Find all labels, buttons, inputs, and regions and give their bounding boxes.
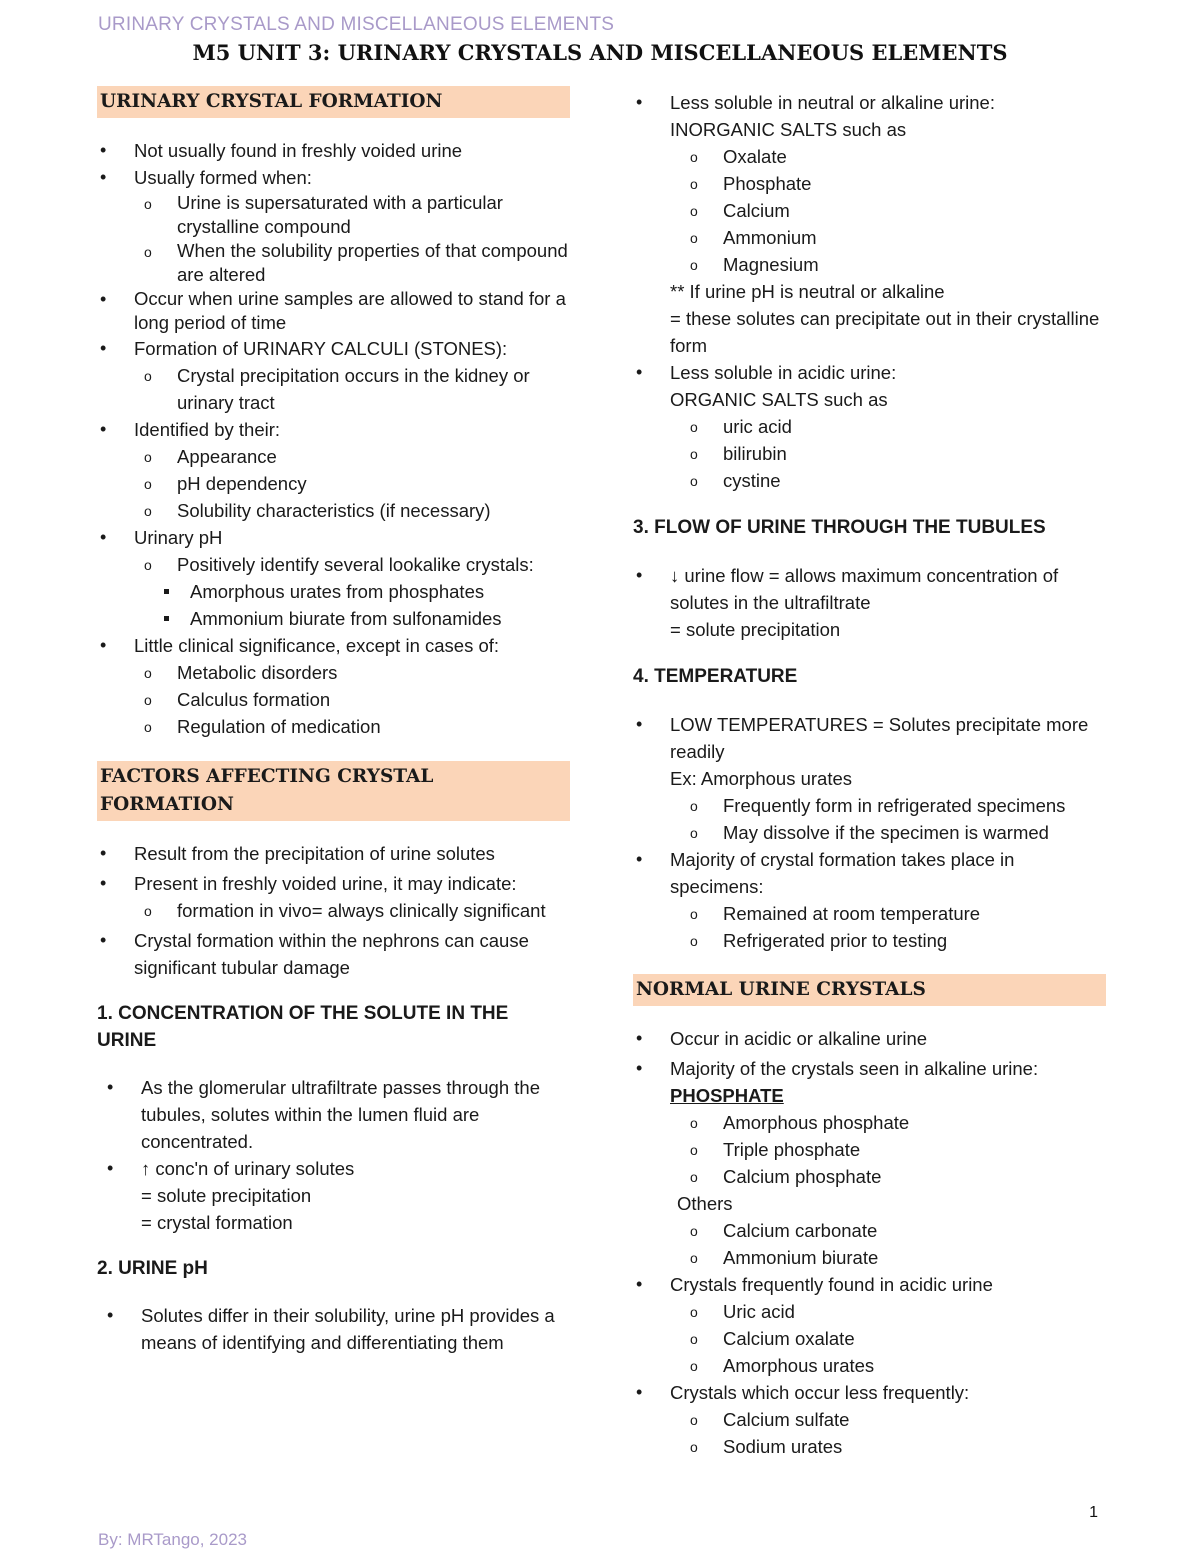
list-item: • Usually formed when: o Urine is supersaturated with a particular crystalline compound o When the solubility properties of that compound are altered [97, 164, 570, 287]
list-subitem: o Calcium oxalate [680, 1325, 1106, 1352]
list-subitem: o Phosphate [680, 170, 1106, 197]
list-subitem: o Magnesium [680, 251, 1106, 278]
list-subitem: o pH dependency [134, 470, 570, 497]
footer-credit: By: MRTango, 2023 [98, 1530, 247, 1549]
list-subsubitem: Ammonium biurate from sulfonamides [134, 605, 570, 632]
list-item: • Urinary pH o Positively identify several lookalike crystals: Amorphous urates from phosphates Ammonium biurate from sulfonamides [97, 524, 570, 632]
list-subitem: o bilirubin [680, 440, 1106, 467]
list-item: • Majority of the crystals seen in alkaline urine: PHOSPHATE o Amorphous phosphate o Triple phosphate o Calcium phosphate Others o Calcium carbonate o Ammonium biurate [633, 1055, 1106, 1271]
list-subitem: o Positively identify several lookalike crystals: [134, 551, 570, 578]
list-subitem: o Oxalate [680, 143, 1106, 170]
subheading-flow-of-urine: 3. FLOW OF URINE THROUGH THE TUBULES [633, 517, 1046, 538]
list-item: • Less soluble in neutral or alkaline urine: INORGANIC SALTS such as o Oxalate o Phosphate o Calcium o Ammonium o Magnesium ** If urine pH is neutral or alkaline = these solutes can precipitate out in their crystalline form [633, 89, 1106, 359]
list-item: • Majority of crystal formation takes place in specimens: o Remained at room temperature o Refrigerated prior to testing [633, 846, 1106, 954]
page-title: M5 UNIT 3: URINARY CRYSTALS AND MISCELLANEOUS ELEMENTS [192, 40, 1008, 65]
list-subitem: o Metabolic disorders [134, 659, 570, 686]
subheading-urine-ph: 2. URINE pH [97, 1258, 208, 1279]
list-item: • ↑ conc'n of urinary solutes = solute precipitation = crystal formation [97, 1155, 570, 1236]
list-item: • Crystals which occur less frequently: o Calcium sulfate o Sodium urates [633, 1379, 1106, 1460]
list-subitem: o Calcium phosphate [680, 1163, 1106, 1190]
subheading-concentration: 1. CONCENTRATION OF THE SOLUTE IN THE URINE [97, 1003, 509, 1051]
section-heading-crystal-formation: URINARY CRYSTAL FORMATION [97, 86, 570, 118]
section-heading-normal-crystals: NORMAL URINE CRYSTALS [633, 974, 1106, 1006]
list-subitem: o Solubility characteristics (if necessary) [134, 497, 570, 524]
list-subitem: o Calculus formation [134, 686, 570, 713]
running-header: URINARY CRYSTALS AND MISCELLANEOUS ELEMENTS [98, 14, 615, 35]
normal-crystals-list [633, 1025, 1106, 1460]
list-subitem: o Urine is supersaturated with a particular crystalline compound [134, 191, 570, 239]
section-heading-factors: FACTORS AFFECTING CRYSTAL FORMATION [97, 761, 570, 821]
list-item: • Crystal formation within the nephrons can cause significant tubular damage [97, 927, 570, 981]
list-item: • LOW TEMPERATURES = Solutes precipitate more readily Ex: Amorphous urates o Frequently form in refrigerated specimens o May dissolve if the specimen is warmed [633, 711, 1106, 846]
urine-ph-list [97, 1302, 570, 1356]
list-subitem: o Amorphous phosphate [680, 1109, 1106, 1136]
left-column [97, 86, 570, 1356]
phosphate-label: PHOSPHATE [670, 1085, 784, 1106]
list-item: • Solutes differ in their solubility, urine pH provides a means of identifying and differentiating them [97, 1302, 570, 1356]
others-label: Others [677, 1193, 733, 1214]
list-item: • Not usually found in freshly voided urine [97, 137, 570, 164]
solubility-list [633, 89, 1106, 494]
subheading-temperature: 4. TEMPERATURE [633, 666, 798, 687]
list-subitem: o uric acid [680, 413, 1106, 440]
list-subitem: o Ammonium biurate [680, 1244, 1106, 1271]
list-item: • As the glomerular ultrafiltrate passes through the tubules, solutes within the lumen fluid are concentrated. [97, 1074, 570, 1155]
list-subsubitem: Amorphous urates from phosphates [134, 578, 570, 605]
factors-list [97, 840, 570, 981]
list-item: • ↓ urine flow = allows maximum concentration of solutes in the ultrafiltrate = solute precipitation [633, 562, 1106, 643]
list-subitem: o Amorphous urates [680, 1352, 1106, 1379]
list-subitem: o When the solubility properties of that compound are altered [134, 239, 570, 287]
list-subitem: o Remained at room temperature [680, 900, 1106, 927]
list-subitem: o Frequently form in refrigerated specimens [680, 792, 1106, 819]
list-subitem: o Triple phosphate [680, 1136, 1106, 1163]
list-item: • Less soluble in acidic urine: ORGANIC SALTS such as o uric acid o bilirubin o cystine [633, 359, 1106, 494]
list-item: • Occur in acidic or alkaline urine [633, 1025, 1106, 1052]
list-subitem: o May dissolve if the specimen is warmed [680, 819, 1106, 846]
crystal-formation-list [97, 137, 570, 740]
temperature-list [633, 711, 1106, 954]
list-subitem: o Calcium [680, 197, 1106, 224]
list-subitem: o Calcium carbonate [680, 1217, 1106, 1244]
list-subitem: o Appearance [134, 443, 570, 470]
page-number: 1 [1089, 1504, 1098, 1521]
list-subitem: o formation in vivo= always clinically significant [134, 897, 570, 924]
list-item: • Formation of URINARY CALCULI (STONES): o Crystal precipitation occurs in the kidney or urinary tract [97, 335, 570, 416]
list-item: • Identified by their: o Appearance o pH dependency o Solubility characteristics (if necessary) [97, 416, 570, 524]
list-item: • Present in freshly voided urine, it may indicate: o formation in vivo= always clinically significant [97, 870, 570, 924]
list-subitem: o Uric acid [680, 1298, 1106, 1325]
list-item: • Result from the precipitation of urine solutes [97, 840, 570, 867]
list-subitem: o Crystal precipitation occurs in the kidney or urinary tract [134, 362, 570, 416]
flow-list [633, 562, 1106, 643]
list-item: • Little clinical significance, except in cases of: o Metabolic disorders o Calculus formation o Regulation of medication [97, 632, 570, 740]
list-subitem: o cystine [680, 467, 1106, 494]
list-subitem: o Sodium urates [680, 1433, 1106, 1460]
concentration-list [97, 1074, 570, 1236]
list-subitem: o Ammonium [680, 224, 1106, 251]
list-subitem: o Calcium sulfate [680, 1406, 1106, 1433]
list-item: • Occur when urine samples are allowed to stand for a long period of time [97, 287, 570, 335]
list-subitem: o Refrigerated prior to testing [680, 927, 1106, 954]
right-column [633, 89, 1106, 1460]
list-subitem: o Regulation of medication [134, 713, 570, 740]
list-item: • Crystals frequently found in acidic urine o Uric acid o Calcium oxalate o Amorphous urates [633, 1271, 1106, 1379]
